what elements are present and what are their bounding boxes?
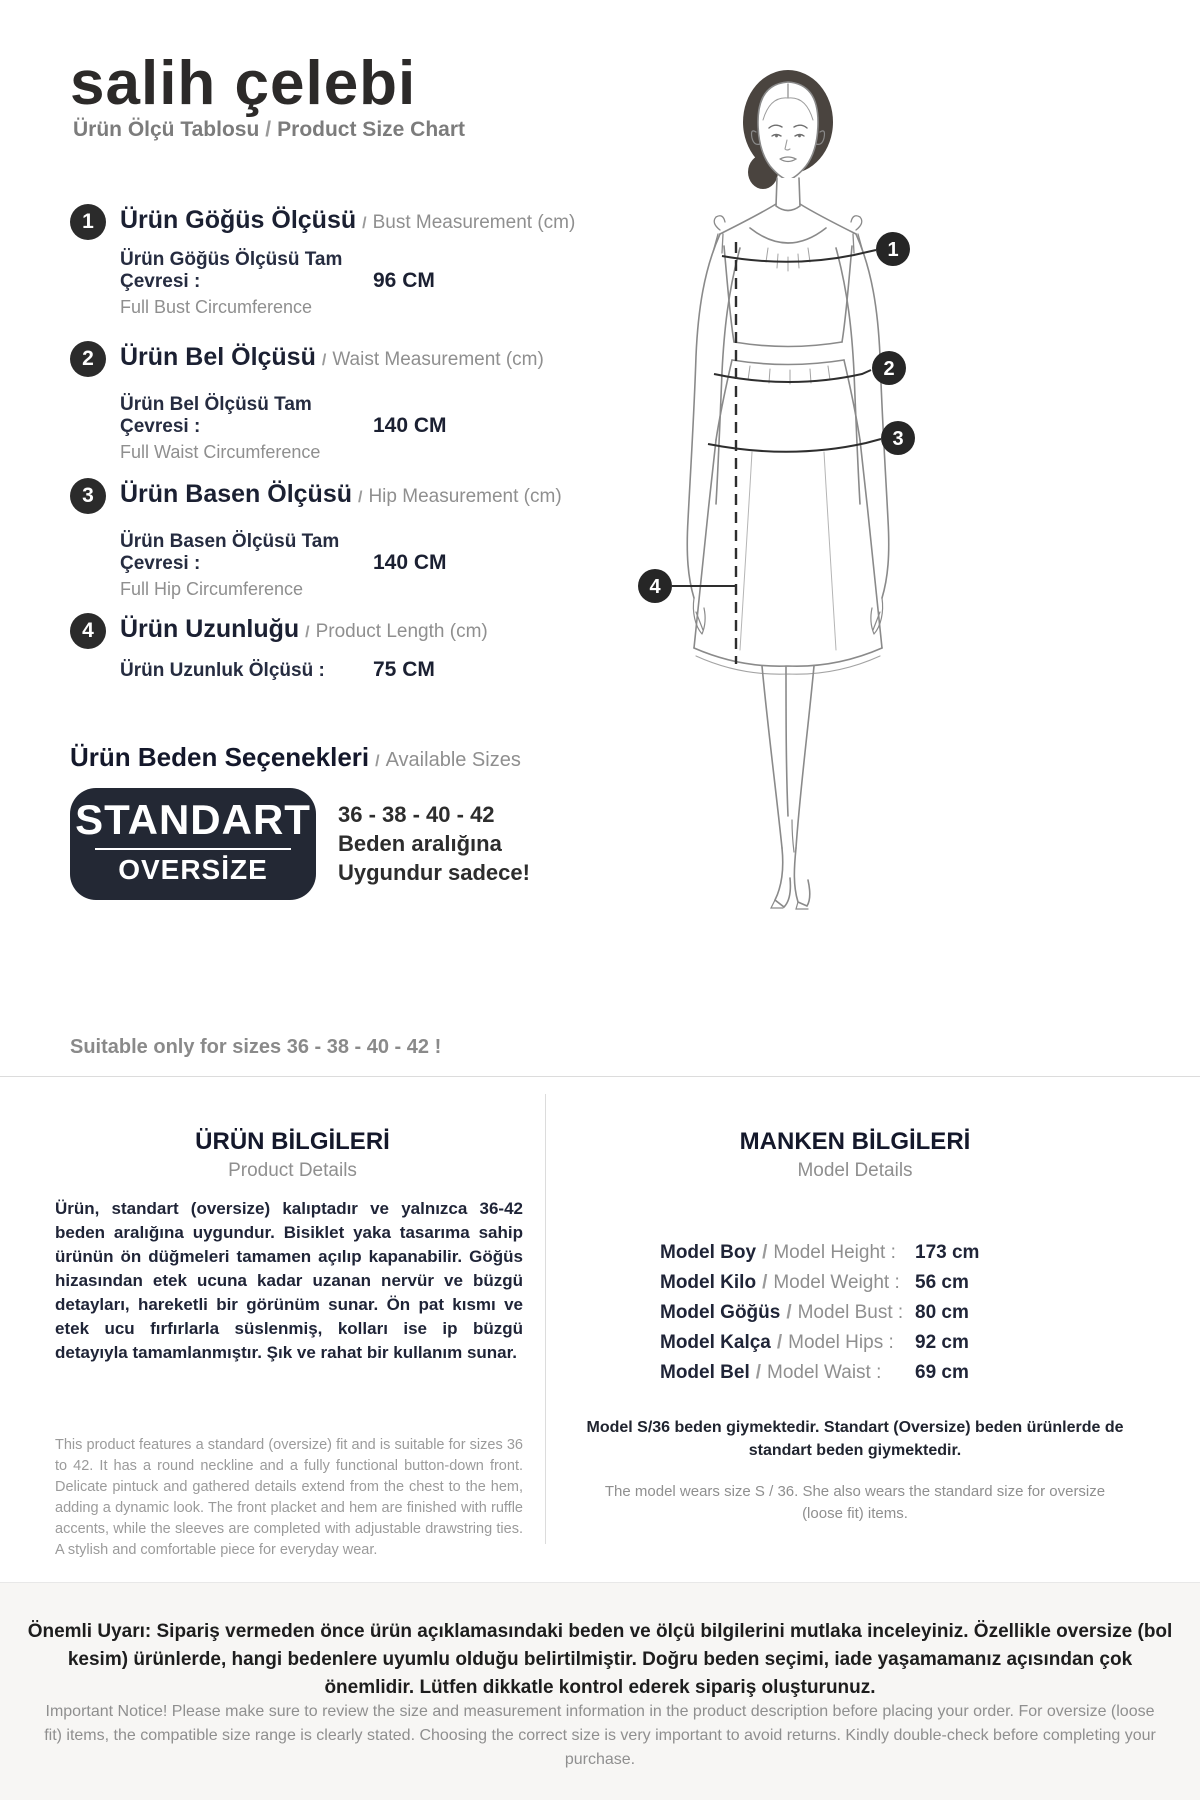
measurement-title-en: Waist Measurement (cm) (332, 349, 544, 370)
separator: / (321, 352, 327, 369)
figure-callout-1-number: 1 (887, 239, 899, 261)
measurement-label: Ürün Uzunluk Ölçüsü : (120, 660, 325, 681)
measurement-value: 96 CM (373, 269, 435, 292)
model-label-en: Model Weight : (773, 1272, 900, 1293)
figure-callout-3-number: 3 (892, 428, 904, 450)
measurement-label: Ürün Basen Ölçüsü Tam Çevresi : (120, 531, 340, 574)
measurement-section-length (70, 615, 488, 682)
size-range-line3: Uygundur sadece! (338, 860, 530, 885)
size-range-line2: Beden aralığına (338, 831, 502, 856)
model-label-en: Model Hips : (788, 1332, 894, 1353)
model-value: 56 cm (915, 1272, 969, 1293)
measurement-title-tr: Ürün Basen Ölçüsü (120, 480, 352, 508)
measurement-title (120, 343, 544, 372)
measurement-sub-en: Full Hip Circumference (120, 579, 304, 599)
figure-callout-2-number: 2 (883, 358, 895, 380)
separator: / (375, 753, 380, 770)
separator: / (762, 1242, 768, 1263)
model-value: 69 cm (915, 1362, 969, 1383)
measurement-label: Ürün Göğüs Ölçüsü Tam Çevresi : (120, 249, 343, 292)
product-illustration (600, 50, 1160, 910)
separator: / (755, 1362, 762, 1383)
available-sizes-heading (70, 742, 521, 773)
size-range-text (338, 800, 530, 887)
model-label-tr: Model Boy (660, 1242, 757, 1263)
page-title-tr: Ürün Ölçü Tablosu (73, 118, 260, 141)
measurement-value-row (120, 531, 562, 575)
page-title (73, 118, 465, 142)
measurement-value: 140 CM (373, 551, 447, 574)
important-warning-tr: Önemli Uyarı: Sipariş vermeden önce ürün açıklamasındaki beden ve ölçü bilgilerini mutlaka inceleyiniz. Özellikle oversize (bol kesim) ürünlerde, hangi bedenlere uyumlu olduğu belirtilmiştir. Doğru beden seçimi, iade yaşamamanız açısından çok önemlidir. Lütfen dikkatle kontrol ederek sipariş oluşturunuz. (27, 1621, 1173, 1698)
measurement-title-en: Hip Measurement (cm) (368, 486, 562, 507)
model-note-en: The model wears size S / 36. She also wears the standard size for oversize (loose fit) items. (604, 1483, 1106, 1522)
model-value: 92 cm (915, 1332, 969, 1353)
figure-callouts (638, 232, 915, 603)
product-description-tr: Ürün, standart (oversize) kalıptadır ve yalnızca 36-42 beden aralığına uygundur. Bisiklet yaka tasarıma sahip ürünün ön düğmeleri tamamen açılıp kapanabilir. Göğüs hizasından etek ucuna kadar uzanan nervür ve büzgü detayları, hareketli bir görünüm sunar. Ön pat kısmı ve etek ucu fırfırlarla süslenmiş, kolları ise ip büzgü detayıyla tamamlanmıştır. Şık ve rahat bir kullanım sunar. (55, 1199, 523, 1362)
model-label-tr: Model Göğüs (660, 1302, 781, 1323)
measurement-title-en: Product Length (cm) (315, 621, 488, 642)
model-row-bust (660, 1298, 1130, 1328)
size-badge-standart: STANDART (75, 796, 311, 843)
size-badge-divider (95, 848, 291, 850)
separator: / (305, 624, 310, 641)
measurement-title (120, 206, 575, 235)
model-label-tr: Model Bel (660, 1362, 750, 1383)
measurement-title-tr: Ürün Bel Ölçüsü (120, 343, 316, 371)
bust-line (722, 250, 876, 262)
model-details-heading-tr: MANKEN BİLGİLERİ (739, 1128, 971, 1155)
available-sizes-en: Available Sizes (385, 749, 521, 771)
separator: / (762, 1272, 768, 1293)
available-sizes-tr: Ürün Beden Seçenekleri (70, 742, 370, 772)
brand-logo: salih çelebi (70, 49, 417, 118)
page-title-en: Product Size Chart (277, 118, 466, 141)
measurement-section-hip (70, 480, 562, 600)
model-measurements-list (660, 1238, 1130, 1388)
separator: / (362, 215, 367, 232)
suitable-sizes-note: Suitable only for sizes 36 - 38 - 40 - 42 ! (70, 1036, 442, 1058)
separator: / (776, 1332, 783, 1353)
product-description-en: This product features a standard (oversize) fit and is suitable for sizes 36 to 42. It has a round neckline and a fully functional button-down front. Delicate pintuck and gathered details extend from the chest to the hem, adding a dynamic look. The front placket and hem are finished with ruffle accents, while the sleeves are completed with adjustable drawstring ties. A stylish and comfortable piece for everyday wear. (55, 1437, 523, 1558)
model-note-tr: Model S/36 beden giymektedir. Standart (Oversize) beden ürünlerde de standart beden giymektedir. (586, 1419, 1124, 1459)
product-details-heading (55, 1128, 530, 1182)
measurement-title (120, 615, 488, 644)
model-details-heading (575, 1128, 1135, 1182)
size-badge-oversize: OVERSİZE (118, 854, 268, 885)
model-details-heading-en: Model Details (797, 1160, 913, 1181)
measurement-number-badge: 3 (70, 478, 106, 514)
model-label-tr: Model Kalça (660, 1332, 771, 1353)
model-label-en: Model Waist : (767, 1362, 882, 1383)
model-label-en: Model Height : (773, 1242, 896, 1263)
horizontal-divider (0, 1076, 1200, 1077)
hip-line (708, 439, 881, 452)
product-details-heading-tr: ÜRÜN BİLGİLERİ (195, 1128, 390, 1155)
model-row-hips (660, 1328, 1130, 1358)
model-value: 80 cm (915, 1302, 969, 1323)
vertical-divider (545, 1094, 546, 1544)
model-label-tr: Model Kilo (660, 1272, 757, 1293)
figure-callout-4-number: 4 (649, 576, 661, 598)
measurement-value: 140 CM (373, 414, 447, 437)
measurement-title-en: Bust Measurement (cm) (372, 212, 576, 233)
model-row-weight (660, 1268, 1130, 1298)
measurement-value-row (120, 394, 544, 438)
measurement-number-badge: 2 (70, 341, 106, 377)
measurement-value: 75 CM (373, 658, 435, 681)
size-type-badge (70, 788, 316, 900)
measurement-title (120, 480, 562, 509)
measurement-title-tr: Ürün Göğüs Ölçüsü (120, 206, 357, 234)
measurement-sub-en: Full Waist Circumference (120, 442, 321, 462)
model-label-en: Model Bust : (797, 1302, 904, 1323)
model-row-height (660, 1238, 1130, 1268)
measurement-sub-en: Full Bust Circumference (120, 297, 313, 317)
separator: / (358, 489, 363, 506)
size-range-line1: 36 - 38 - 40 - 42 (338, 802, 495, 827)
measurement-value-row (120, 658, 488, 682)
model-value: 173 cm (915, 1242, 980, 1263)
important-notice-en: Important Notice! Please make sure to review the size and measurement information in the product description before placing your order. For oversize (loose fit) items, the compatible size range is clearly stated. Choosing the correct size is very important to avoid returns. Kindly double-check before completing your purchase. (44, 1703, 1156, 1768)
measurement-number-badge: 4 (70, 613, 106, 649)
measurement-section-bust (70, 206, 575, 318)
measurement-title-tr: Ürün Uzunluğu (120, 615, 300, 643)
separator: / (786, 1302, 792, 1323)
measurement-section-waist (70, 343, 544, 463)
measurement-label: Ürün Bel Ölçüsü Tam Çevresi : (120, 394, 312, 437)
measurement-value-row (120, 249, 575, 293)
model-row-waist (660, 1358, 1130, 1388)
measurement-lines (672, 242, 881, 664)
measurement-number-badge: 1 (70, 204, 106, 240)
title-separator: / (265, 118, 272, 141)
product-details-heading-en: Product Details (228, 1160, 357, 1181)
